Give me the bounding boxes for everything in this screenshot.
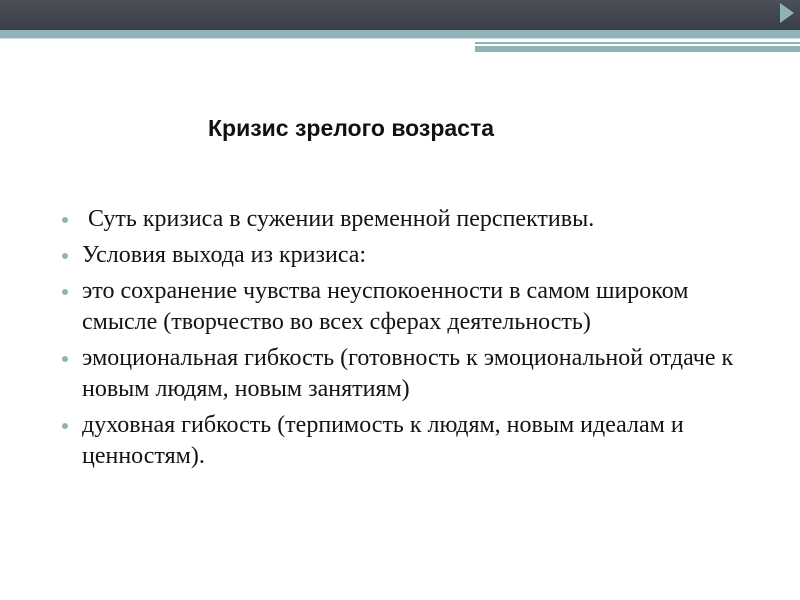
bullet-text: Условия выхода из кризиса: [82,242,367,268]
bullet-item [60,204,760,235]
header-divider [0,38,800,39]
bullet-list [60,204,760,477]
header-dark-band [0,0,800,30]
bullet-item [60,343,760,405]
header-accent-line [475,42,800,44]
bullet-text: эмоциональная гибкость (готовность к эмоциональной отдаче к новым людям, новым занятиям) [82,345,734,402]
bullet-text: это сохранение чувства неуспокоенности в самом широком смысле (творчество во всех сферах деятельность) [82,278,689,335]
bullet-text: духовная гибкость (терпимость к людям, новым идеалам и ценностям). [82,412,684,469]
slide-title: Кризис зрелого возраста [208,115,495,141]
bullet-icon [62,289,68,295]
bullet-icon [62,217,68,223]
header-accent-band [0,30,800,38]
header-accent-bar [475,46,800,52]
bullet-icon [62,423,68,429]
bullet-item [60,410,760,472]
bullet-item [60,240,760,271]
bullet-icon [62,356,68,362]
bullet-item [60,276,760,338]
bullet-text: Суть кризиса в сужении временной перспективы. [82,206,595,232]
bullet-icon [62,253,68,259]
corner-arrow-icon [780,3,794,23]
